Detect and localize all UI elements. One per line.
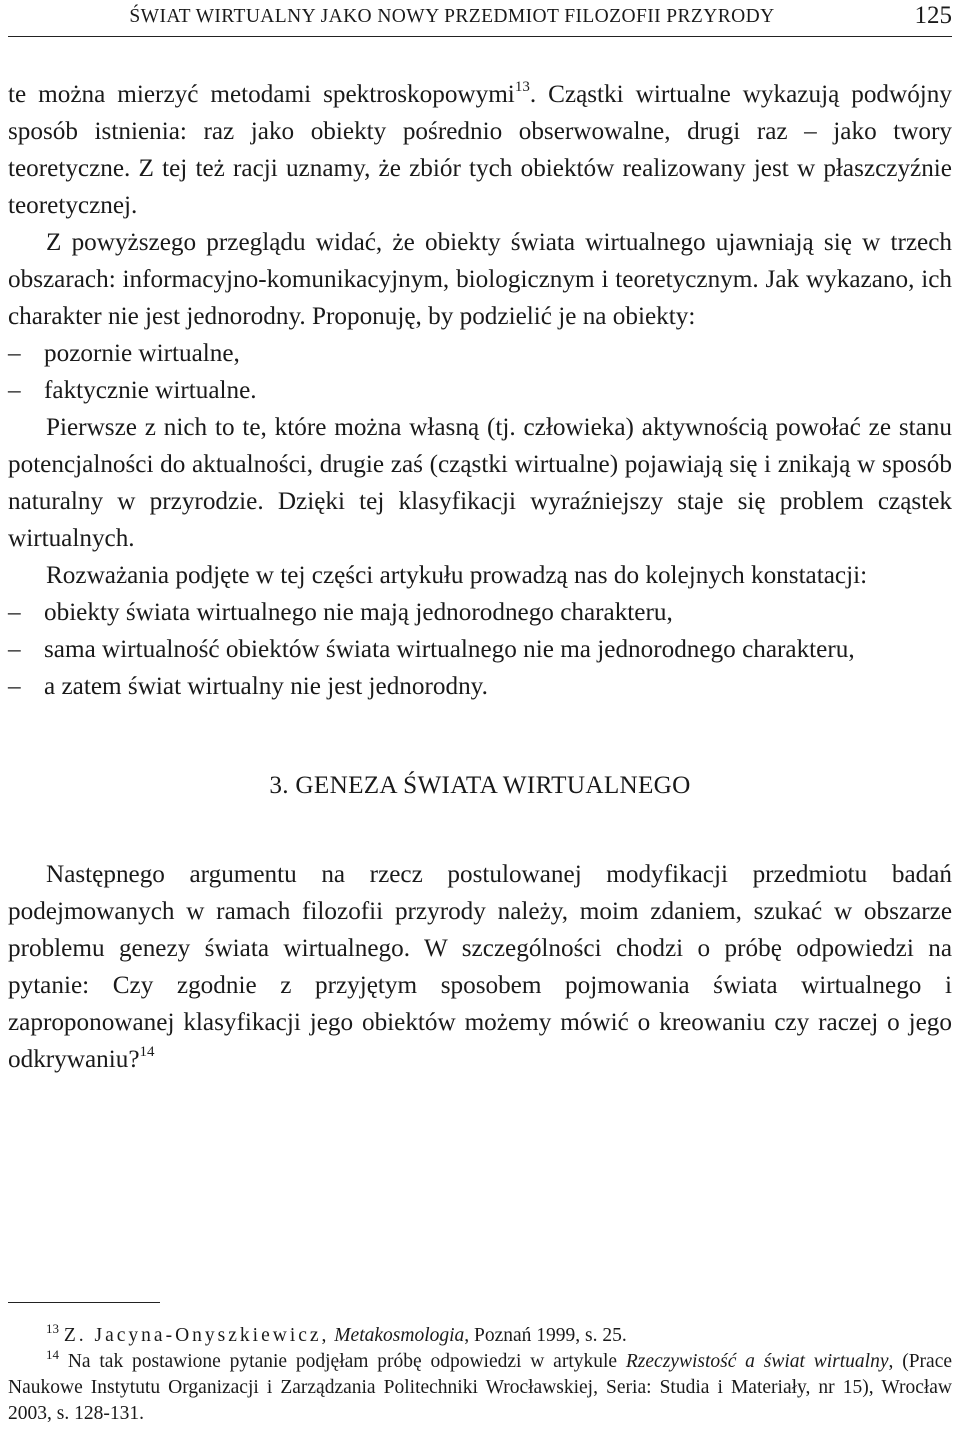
list-item-text: obiekty świata wirtualnego nie mają jednorodnego charakteru, — [44, 599, 673, 626]
footnote-text: , (Prace Naukowe Instytutu Organizacji i Zarządzania Politechniki Wrocławskiej, Seria: Studia i Materiały, nr 15), Wrocław 2003, s. 128-131. — [8, 1351, 953, 1424]
paragraph-3: Pierwsze z nich to te, które można własną (tj. człowieka) aktywnością powołać ze stanu potencjalności do aktualności, drugie zaś (cząstki wirtualne) pojawiają się i znikają w sposób naturalny w przyrodzie. Dzięki tej klasyfikacji wyraźniejszy staje się problem cząstek wirtualnych. — [8, 414, 952, 552]
footnote-text: , Poznań 1999, s. 25. — [464, 1325, 627, 1346]
list-item — [8, 631, 952, 668]
list-item — [8, 668, 952, 705]
paragraph-1 — [8, 76, 952, 224]
dash-bullet: – — [8, 673, 21, 700]
paragraph-2: Z powyższego przeglądu widać, że obiekty świata wirtualnego ujawniają się w trzech obszarach: informacyjno-komunikacyjnym, biologicznym i teoretycznym. Jak wykazano, ich charakter nie jest jednorodny. Proponuję, by podzielić je na obiekty: — [8, 229, 952, 330]
paragraph-1-text-a: te można mierzyć metodami spektroskopowymi — [8, 81, 515, 108]
footnote-13 — [8, 1320, 952, 1349]
page-number: 125 — [914, 2, 952, 29]
paragraph-5 — [8, 856, 952, 1078]
list-item — [8, 335, 952, 372]
footnote-title: Metakosmologia — [334, 1325, 465, 1346]
paragraph-4: Rozważania podjęte w tej części artykułu prowadzą nas do kolejnych konstatacji: — [46, 562, 868, 589]
paragraph-5-text: Następnego argumentu na rzecz postulowanej modyfikacji przedmiotu badań podejmowanych w ramach filozofii przyrody należy, moim zdaniem, szukać w obszarze problemu genezy świata wirtualnego. W szczególności chodzi o próbę odpowiedzi na pytanie: Czy zgodnie z przyjętym sposobem pojmowania świata wirtualnego i zaproponowanej klasyfikacji jego obiektów możemy mówić o kreowaniu czy raczej o jego odkrywaniu? — [8, 861, 952, 1073]
footnote-14 — [8, 1346, 953, 1427]
footnote-number: 13 — [46, 1320, 59, 1336]
running-title: ŚWIAT WIRTUALNY JAKO NOWY PRZEDMIOT FILOZOFII PRZYRODY — [129, 6, 775, 27]
footnote-number: 14 — [46, 1346, 59, 1362]
list-item-text: sama wirtualność obiektów świata wirtualnego nie ma jednorodnego charakteru, — [44, 636, 855, 663]
list-item-text: a zatem świat wirtualny nie jest jednorodny. — [44, 673, 488, 700]
classification-list — [8, 335, 952, 409]
footnote-ref-13: 13 — [514, 78, 530, 95]
footnote-ref-14: 14 — [139, 1043, 155, 1060]
list-item — [8, 372, 952, 409]
main-text — [8, 76, 952, 1078]
footnote-divider — [8, 1302, 160, 1303]
list-item-text: pozornie wirtualne, — [44, 340, 240, 367]
conclusions-list — [8, 594, 952, 705]
dash-bullet: – — [8, 340, 21, 367]
paragraph-1-text-b: . Cząstki wirtualne wykazują podwójny sposób istnienia: raz jako obiekty pośrednio obserwowalne, drugi raz – jako twory teoretyczne. Z tej też racji uznamy, że zbiór tych obiektów realizowany jest w płaszczyźnie teoretycznej. — [8, 81, 952, 219]
footnote-title: Rzeczywistość a świat wirtualny — [625, 1351, 889, 1372]
dash-bullet: – — [8, 377, 21, 404]
running-header — [8, 2, 952, 37]
footnote-text: Na tak postawione pytanie podjęłam próbę odpowiedzi w artykule — [67, 1351, 618, 1372]
dash-bullet: – — [8, 636, 21, 663]
section-heading-text: 3. GENEZA ŚWIATA WIRTUALNEGO — [269, 772, 691, 799]
dash-bullet: – — [8, 599, 21, 626]
footnotes — [8, 1302, 952, 1427]
list-item-text: faktycznie wirtualne. — [44, 377, 257, 404]
list-item — [8, 594, 952, 631]
footnote-author: Z. Jacyna-Onyszkiewicz, — [63, 1325, 330, 1346]
section-heading — [8, 767, 952, 804]
